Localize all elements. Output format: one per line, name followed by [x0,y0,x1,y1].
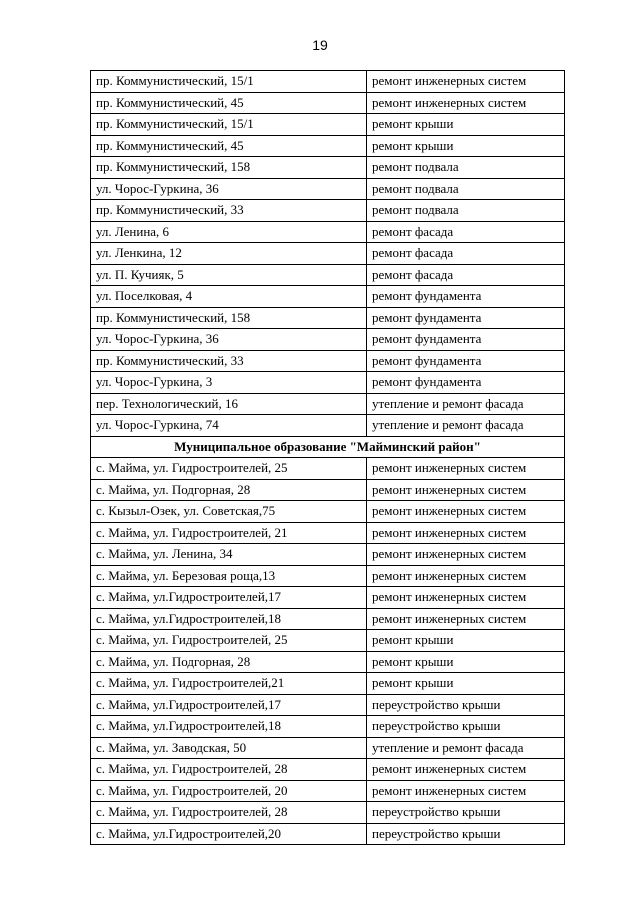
table-row [91,608,565,630]
table-row [91,372,565,394]
table-row [91,673,565,695]
work-type-cell: ремонт инженерных систем [367,780,565,802]
address-cell: с. Майма, ул. Гидростроителей,21 [91,673,367,695]
work-type-cell: ремонт инженерных систем [367,587,565,609]
works-table-body [91,71,565,845]
address-cell: с. Майма, ул. Гидростроителей, 21 [91,522,367,544]
page-number: 19 [312,37,328,53]
work-type-cell: ремонт инженерных систем [367,458,565,480]
work-type-cell: ремонт инженерных систем [367,544,565,566]
table-row [91,329,565,351]
table-row [91,71,565,93]
work-type-cell: переустройство крыши [367,694,565,716]
address-cell: пр. Коммунистический, 33 [91,200,367,222]
address-cell: ул. П. Кучияк, 5 [91,264,367,286]
address-cell: с. Майма, ул. Заводская, 50 [91,737,367,759]
address-cell: с. Майма, ул. Гидростроителей, 28 [91,759,367,781]
table-row [91,823,565,845]
address-cell: с. Майма, ул. Березовая роща,13 [91,565,367,587]
work-type-cell: утепление и ремонт фасада [367,737,565,759]
table-row [91,759,565,781]
address-cell: с. Майма, ул. Гидростроителей, 25 [91,630,367,652]
address-cell: ул. Ленина, 6 [91,221,367,243]
work-type-cell: ремонт инженерных систем [367,565,565,587]
table-row [91,92,565,114]
table-row [91,737,565,759]
table-row [91,178,565,200]
table-row [91,587,565,609]
address-cell: пр. Коммунистический, 33 [91,350,367,372]
work-type-cell: ремонт фасада [367,264,565,286]
table-row [91,200,565,222]
work-type-cell: ремонт инженерных систем [367,92,565,114]
section-heading-row [91,436,565,458]
work-type-cell: ремонт инженерных систем [367,522,565,544]
table-row [91,651,565,673]
work-type-cell: ремонт фундамента [367,307,565,329]
address-cell: с. Кызыл-Озек, ул. Советская,75 [91,501,367,523]
address-cell: с. Майма, ул.Гидростроителей,20 [91,823,367,845]
work-type-cell: ремонт фундамента [367,329,565,351]
table-row [91,780,565,802]
table-row [91,221,565,243]
work-type-cell: ремонт инженерных систем [367,759,565,781]
work-type-cell: ремонт фундамента [367,350,565,372]
table-row [91,694,565,716]
work-type-cell: ремонт инженерных систем [367,501,565,523]
table-row [91,458,565,480]
address-cell: с. Майма, ул.Гидростроителей,18 [91,608,367,630]
work-type-cell: ремонт крыши [367,114,565,136]
address-cell: с. Майма, ул. Гидростроителей, 25 [91,458,367,480]
address-cell: с. Майма, ул. Ленина, 34 [91,544,367,566]
table-row [91,286,565,308]
table-row [91,135,565,157]
address-cell: пр. Коммунистический, 158 [91,307,367,329]
address-cell: пр. Коммунистический, 158 [91,157,367,179]
table-row [91,114,565,136]
address-cell: ул. Чорос-Гуркина, 3 [91,372,367,394]
work-type-cell: утепление и ремонт фасада [367,393,565,415]
table-row [91,350,565,372]
table-row [91,565,565,587]
address-cell: ул. Чорос-Гуркина, 74 [91,415,367,437]
work-type-cell: ремонт крыши [367,673,565,695]
address-cell: пр. Коммунистический, 45 [91,92,367,114]
works-table [90,70,565,845]
work-type-cell: ремонт крыши [367,135,565,157]
address-cell: пр. Коммунистический, 15/1 [91,71,367,93]
work-type-cell: ремонт фасада [367,243,565,265]
work-type-cell: ремонт крыши [367,651,565,673]
work-type-cell: ремонт фундамента [367,286,565,308]
section-heading: Муниципальное образование "Майминский район" [91,436,565,458]
table-row [91,157,565,179]
work-type-cell: переустройство крыши [367,823,565,845]
table-row [91,393,565,415]
address-cell: с. Майма, ул.Гидростроителей,17 [91,694,367,716]
table-row [91,522,565,544]
table-row [91,479,565,501]
table-row [91,802,565,824]
table-row [91,716,565,738]
address-cell: с. Майма, ул.Гидростроителей,17 [91,587,367,609]
work-type-cell: переустройство крыши [367,716,565,738]
address-cell: пр. Коммунистический, 15/1 [91,114,367,136]
table-row [91,264,565,286]
work-type-cell: ремонт инженерных систем [367,608,565,630]
address-cell: пер. Технологический, 16 [91,393,367,415]
address-cell: пр. Коммунистический, 45 [91,135,367,157]
table-row [91,243,565,265]
table-row [91,630,565,652]
work-type-cell: ремонт инженерных систем [367,479,565,501]
table-row [91,501,565,523]
work-type-cell: ремонт подвала [367,157,565,179]
address-cell: с. Майма, ул. Подгорная, 28 [91,651,367,673]
address-cell: с. Майма, ул. Гидростроителей, 28 [91,802,367,824]
work-type-cell: ремонт подвала [367,178,565,200]
table-row [91,544,565,566]
work-type-cell: утепление и ремонт фасада [367,415,565,437]
address-cell: ул. Чорос-Гуркина, 36 [91,329,367,351]
work-type-cell: переустройство крыши [367,802,565,824]
work-type-cell: ремонт крыши [367,630,565,652]
address-cell: ул. Ленкина, 12 [91,243,367,265]
work-type-cell: ремонт фасада [367,221,565,243]
work-type-cell: ремонт фундамента [367,372,565,394]
address-cell: с. Майма, ул.Гидростроителей,18 [91,716,367,738]
address-cell: ул. Поселковая, 4 [91,286,367,308]
address-cell: с. Майма, ул. Гидростроителей, 20 [91,780,367,802]
table-row [91,307,565,329]
work-type-cell: ремонт подвала [367,200,565,222]
table-row [91,415,565,437]
work-type-cell: ремонт инженерных систем [367,71,565,93]
address-cell: с. Майма, ул. Подгорная, 28 [91,479,367,501]
address-cell: ул. Чорос-Гуркина, 36 [91,178,367,200]
